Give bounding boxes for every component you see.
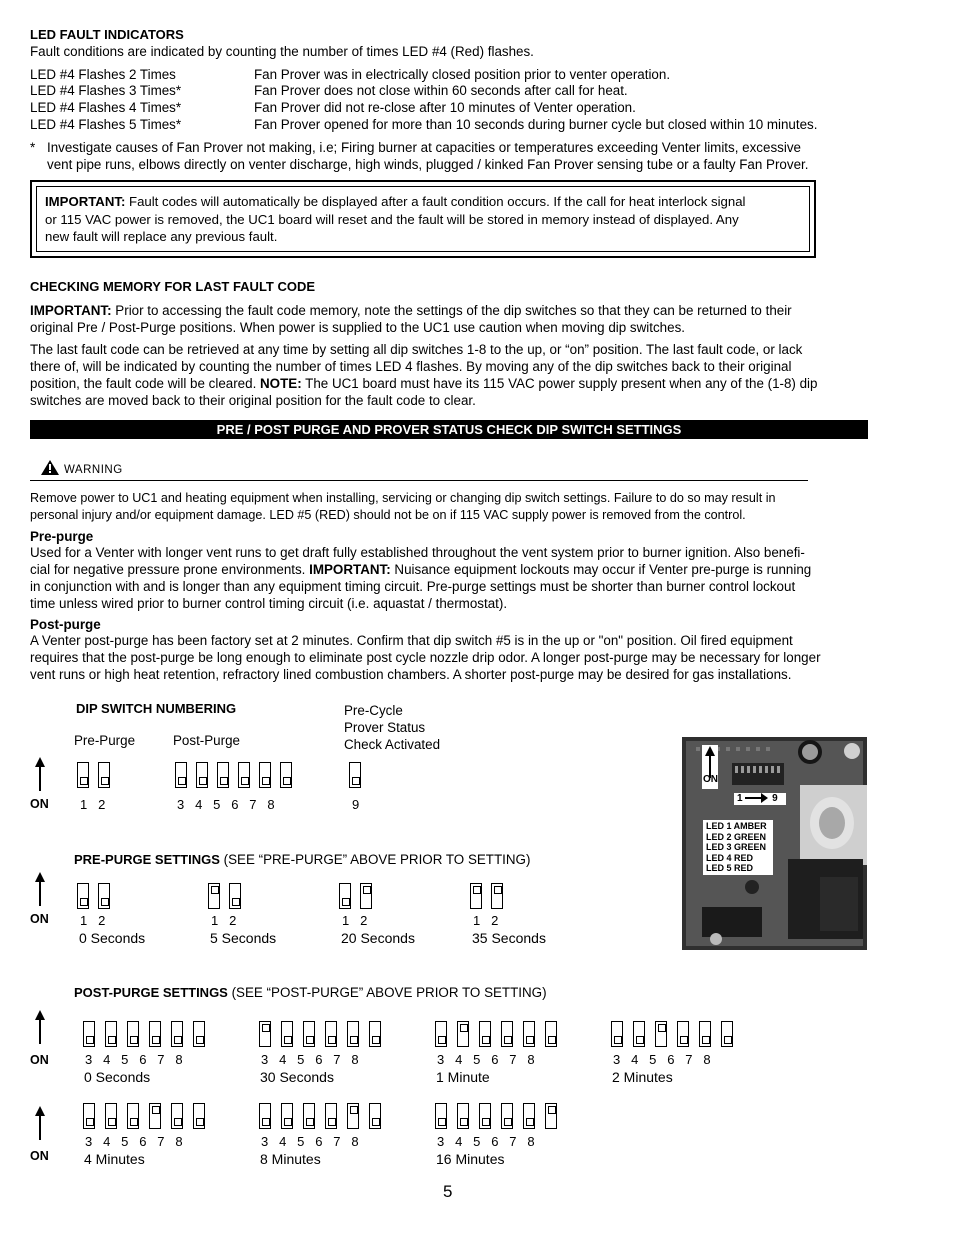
on-label: ON (30, 1149, 49, 1163)
dip-switch (281, 1103, 293, 1129)
up-arrow-icon (39, 1114, 41, 1140)
important-label: IMPORTANT: (45, 194, 126, 209)
important-box (30, 180, 816, 258)
on-indicator (702, 745, 718, 789)
important-label: IMPORTANT: (30, 303, 112, 318)
dip-switch (347, 1103, 359, 1129)
warning-text: personal injury and/or equipment damage. LED #5 (RED) should not be on if 115 VAC supply power is removed from the control. (30, 508, 746, 522)
precycle-label: Pre-Cycle (344, 703, 403, 718)
post-settings-note: (SEE “POST-PURGE” ABOVE PRIOR TO SETTING) (227, 985, 547, 1000)
postpurge-title: Post-purge (30, 617, 101, 632)
warning-text: Remove power to UC1 and heating equipment when installing, servicing or changing dip switch settings. Failure to do so may result in (30, 491, 776, 505)
dip-switch (369, 1103, 381, 1129)
dip-switch (339, 883, 351, 909)
dip-switch (545, 1103, 557, 1129)
dip-switch (545, 1021, 557, 1047)
switch-numbers: 3 4 5 6 7 8 (177, 797, 275, 812)
pre-purge-label: Pre-Purge (74, 733, 136, 748)
dip-switch (149, 1021, 161, 1047)
dip-switch (699, 1021, 711, 1047)
dip-switch (457, 1021, 469, 1047)
dip-switch (77, 762, 89, 788)
led-fault-label: LED #4 Flashes 3 Times* (30, 83, 182, 98)
note-label: NOTE: (260, 376, 302, 391)
postpurge-text: A Venter post-purge has been factory set at 2 minutes. Confirm that dip switch #5 is in the up or "on" position. Oil fired equipment (30, 633, 793, 648)
led-legend-item: LED 3 GREEN (706, 842, 767, 852)
led-section-intro: Fault conditions are indicated by counting the number of times LED #4 (Red) flashes. (30, 44, 534, 59)
important-box-inner (36, 186, 810, 252)
dip-switch (105, 1103, 117, 1129)
led-fault-desc: Fan Prover opened for more than 10 seconds during burner cycle but closed within 10 minutes. (254, 117, 818, 132)
dip-switch (259, 1103, 271, 1129)
dip-switch (127, 1103, 139, 1129)
control-board-photo (682, 737, 867, 950)
important-text: or 115 VAC power is removed, the UC1 board will reset and the fault will be stored in memory instead of displayed. Any (45, 211, 739, 227)
dip-switch (171, 1021, 183, 1047)
setting-caption: 5 Seconds (210, 930, 277, 946)
led-fault-desc: Fan Prover did not re-close after 10 minutes of Venter operation. (254, 100, 636, 115)
dip-switch (196, 762, 208, 788)
setting-caption: 0 Seconds (79, 930, 146, 946)
dip-numbering-title: DIP SWITCH NUMBERING (76, 701, 237, 716)
warning-rule (30, 480, 808, 481)
setting-caption: 16 Minutes (436, 1151, 505, 1167)
led-fault-row (30, 116, 870, 133)
post-purge-label: Post-Purge (173, 733, 240, 748)
dip-switch (369, 1021, 381, 1047)
dip-switch (721, 1021, 733, 1047)
switch-numbers: 3 4 5 6 7 8 (437, 1052, 535, 1067)
precycle-label: Check Activated (344, 737, 441, 752)
led-fault-row (30, 66, 870, 83)
setting-caption: 35 Seconds (472, 930, 546, 946)
footnote-mark: * (30, 140, 36, 155)
prepurge-text: cial for negative pressure prone environments. (30, 562, 310, 577)
led-fault-desc: Fan Prover was in electrically closed position prior to venter operation. (254, 67, 671, 82)
memory-text: switches are moved back to their original position for the fault code to clear. (30, 393, 476, 408)
dip-switch (193, 1021, 205, 1047)
dip-switch (175, 762, 187, 788)
dip-switch (491, 883, 503, 909)
right-arrow-icon (745, 797, 765, 799)
switch-numbers: 3 4 5 6 7 8 (85, 1052, 183, 1067)
dip-switch (501, 1021, 513, 1047)
warning-label: WARNING (64, 464, 123, 476)
dip-switch (479, 1021, 491, 1047)
dip-switch (633, 1021, 645, 1047)
led-fault-label: LED #4 Flashes 2 Times (30, 67, 176, 82)
prepurge-text: Used for a Venter with longer vent runs to get draft fully established throughout the vent system prior to burner ignition. Also benefi- (30, 545, 805, 560)
postpurge-text: requires that the post-purge be long enough to eliminate post cycle nozzle drip odor. A longer post-purge may be necessary for longer (30, 650, 821, 665)
switch-numbers: 1 2 (211, 913, 237, 928)
dip-switch (259, 1021, 271, 1047)
on-label: ON (30, 912, 49, 926)
dip-switch (77, 883, 89, 909)
important-text: new fault will replace any previous fault. (45, 229, 278, 244)
led-fault-label: LED #4 Flashes 5 Times* (30, 117, 182, 132)
dip-switch (303, 1103, 315, 1129)
range-to: 9 (772, 793, 778, 804)
prepurge-text: time unless wired prior to burner control timing circuit (i.e. aquastat / thermostat). (30, 596, 508, 611)
switch-numbers: 3 4 5 6 7 8 (85, 1134, 183, 1149)
prepurge-text: Nuisance equipment lockouts may occur if Venter pre-purge is running (390, 562, 812, 577)
dip-switch (238, 762, 250, 788)
dip-switch (325, 1021, 337, 1047)
memory-section-title: CHECKING MEMORY FOR LAST FAULT CODE (30, 279, 316, 294)
dip-switch (501, 1103, 513, 1129)
precycle-label: Prover Status (344, 720, 426, 735)
switch-numbers: 3 4 5 6 7 8 (261, 1134, 359, 1149)
switch-numbers: 1 2 (80, 797, 106, 812)
important-text: Fault codes will automatically be displayed after a fault condition occurs. If the call for heat interlock signal (125, 194, 746, 209)
setting-caption: 4 Minutes (84, 1151, 145, 1167)
dip-switch (193, 1103, 205, 1129)
dip-switch (259, 762, 271, 788)
dip-switch (105, 1021, 117, 1047)
memory-text: The last fault code can be retrieved at any time by setting all dip switches 1-8 to the up, or “on” position. The last fault code, or lack (30, 342, 803, 357)
dip-switch (523, 1103, 535, 1129)
dip-switch (470, 883, 482, 909)
dip-switch (360, 883, 372, 909)
led-legend-item: LED 5 RED (706, 863, 754, 873)
dip-switch (217, 762, 229, 788)
memory-text: original Pre / Post-Purge positions. When power is supplied to the UC1 use caution when moving dip switches. (30, 320, 685, 335)
warning-icon (40, 459, 60, 480)
led-legend-item: LED 4 RED (706, 852, 754, 863)
dip-switch (127, 1021, 139, 1047)
up-arrow-icon (39, 765, 41, 791)
dip-switch (83, 1103, 95, 1129)
dip-switch (83, 1021, 95, 1047)
section-banner: PRE / POST PURGE AND PROVER STATUS CHECK DIP SWITCH SETTINGS (30, 420, 868, 439)
on-label: ON (30, 1053, 49, 1067)
switch-numbers: 3 4 5 6 7 8 (437, 1134, 535, 1149)
switch-numbers: 1 2 (80, 913, 106, 928)
prepurge-text: in conjunction with and is longer than any equipment timing circuit. Pre-purge settings must be shorter than burner control lockout (30, 579, 796, 594)
footnote-line: vent pipe runs, elbows directly on venter discharge, high winds, plugged / kinked Fan Prover sensing tube or a faulty Fan Prover. (47, 157, 809, 172)
range-from: 1 (737, 793, 743, 804)
board-on-label: ON (703, 774, 718, 785)
dip-switch (677, 1021, 689, 1047)
memory-text: Prior to accessing the fault code memory, note the settings of the dip switches so that they can be returned to their (111, 303, 792, 318)
dip-switch (208, 883, 220, 909)
dip-switch (98, 762, 110, 788)
led-legend-item: LED 1 AMBER (706, 821, 767, 831)
dip-switch (303, 1021, 315, 1047)
dip-switch (457, 1103, 469, 1129)
memory-text: there of, will be indicated by counting the number of times LED 4 flashes. By moving any of the dip switches back to their original (30, 359, 792, 374)
switch-numbers: 1 2 (473, 913, 499, 928)
memory-text: position, the fault code will be cleared. (30, 376, 261, 391)
led-legend-item: LED 2 GREEN (706, 831, 767, 842)
setting-caption: 20 Seconds (341, 930, 415, 946)
setting-caption: 8 Minutes (260, 1151, 321, 1167)
dip-switch (281, 1021, 293, 1047)
prepurge-title: Pre-purge (30, 529, 94, 544)
postpurge-text: vent runs or high heat retention, refractory lined combustion chambers. A shorter post-purge may be desired for gas installations. (30, 667, 792, 682)
setting-caption: 30 Seconds (260, 1069, 334, 1085)
dip-switch (349, 762, 361, 788)
dip-switch (435, 1021, 447, 1047)
switch-numbers: 3 4 5 6 7 8 (613, 1052, 711, 1067)
led-fault-label: LED #4 Flashes 4 Times* (30, 100, 182, 115)
setting-caption: 2 Minutes (612, 1069, 673, 1085)
switch-numbers: 1 2 (342, 913, 368, 928)
dip-switch (149, 1103, 161, 1129)
dip-switch (523, 1021, 535, 1047)
setting-caption: 1 Minute (436, 1069, 490, 1085)
setting-caption: 0 Seconds (84, 1069, 151, 1085)
dip-switch (347, 1021, 359, 1047)
dip-switch (325, 1103, 337, 1129)
pre-settings-note: (SEE “PRE-PURGE” ABOVE PRIOR TO SETTING) (219, 852, 531, 867)
led-fault-row (30, 99, 870, 116)
dip-switch (229, 883, 241, 909)
dip-switch (611, 1021, 623, 1047)
led-legend (703, 820, 773, 875)
dip-switch (435, 1103, 447, 1129)
dip-switch (171, 1103, 183, 1129)
dip-switch (280, 762, 292, 788)
on-label: ON (30, 797, 49, 811)
dip-switch (479, 1103, 491, 1129)
dip-switch (655, 1021, 667, 1047)
up-arrow-icon (39, 1018, 41, 1044)
memory-text: The UC1 board must have its 115 VAC power supply present when any of the (1-8) dip (301, 376, 818, 391)
dip-switch (98, 883, 110, 909)
pre-settings-title: PRE-PURGE SETTINGS (74, 852, 220, 867)
led-section-title: LED FAULT INDICATORS (30, 27, 184, 42)
switch-range-label (734, 793, 786, 805)
led-fault-desc: Fan Prover does not close within 60 seconds after call for heat. (254, 83, 628, 98)
important-label: IMPORTANT: (309, 562, 391, 577)
switch-numbers: 3 4 5 6 7 8 (261, 1052, 359, 1067)
post-settings-title: POST-PURGE SETTINGS (74, 985, 228, 1000)
switch-numbers: 9 (352, 797, 360, 812)
page-number: 5 (443, 1182, 453, 1201)
footnote-line: Investigate causes of Fan Prover not making, i.e; Firing burner at capacities or temperatures exceeding Venter limits, excessive (47, 140, 801, 155)
up-arrow-icon (39, 880, 41, 906)
led-fault-row (30, 82, 870, 99)
